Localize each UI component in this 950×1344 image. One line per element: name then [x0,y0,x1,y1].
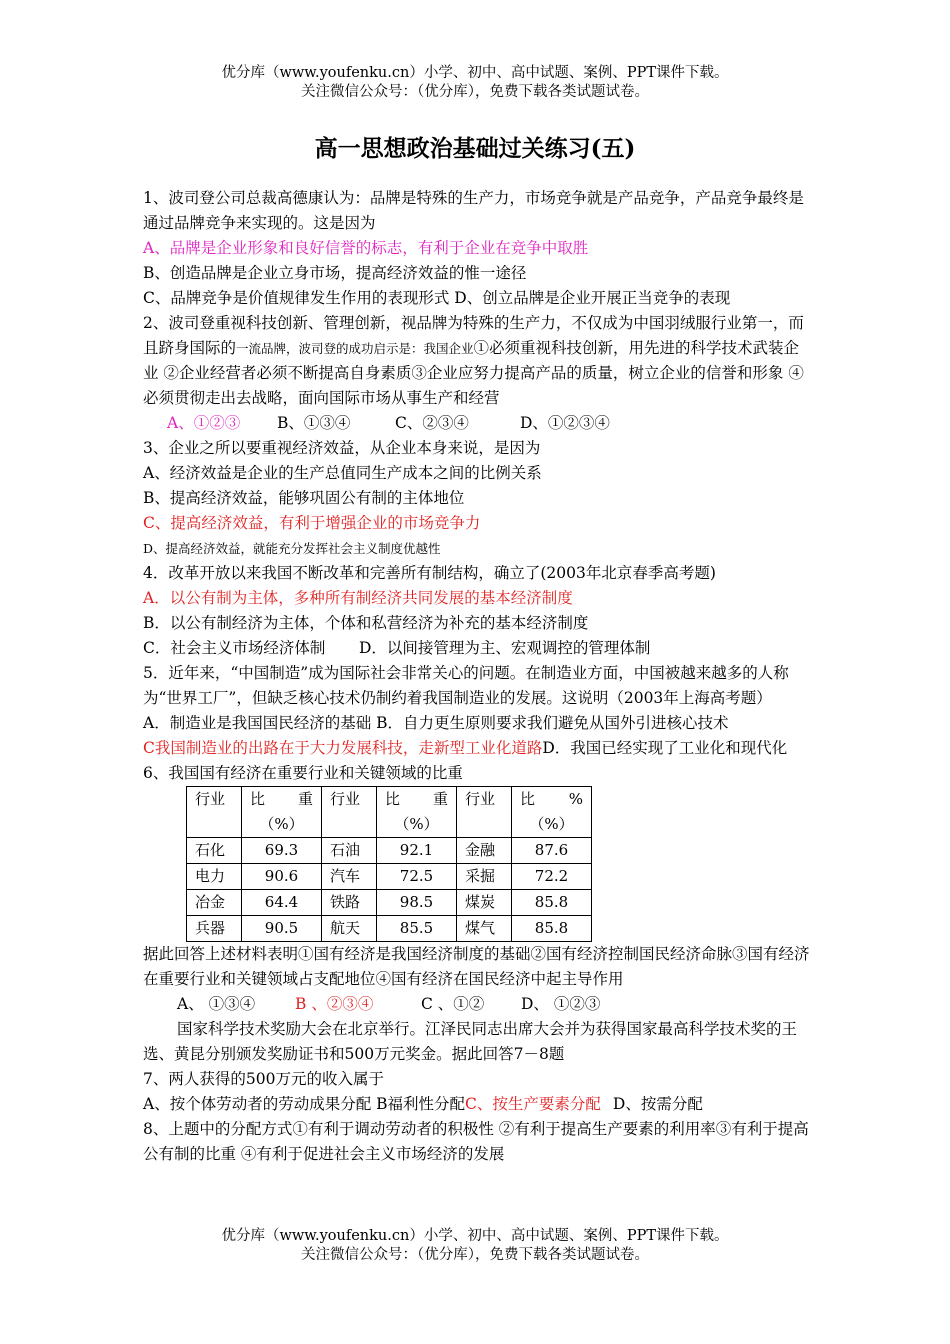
page-footer [0,1227,950,1265]
table-header-ratio: 比 重 （%） [242,787,322,838]
table-cell-industry: 石化 [187,838,242,864]
q4-options-cd [143,636,811,661]
table-cell-ratio: 64.4 [242,890,322,916]
q6-options [143,992,811,1017]
table-header-industry: 行业 [187,787,242,838]
table-cell-industry: 电力 [187,864,242,890]
q7-stem: 7、两人获得的500万元的收入属于 [143,1070,384,1088]
table-cell-ratio: 85.5 [377,916,457,942]
table-cell-ratio: 87.6 [512,838,592,864]
q7-options [143,1092,811,1117]
q4-option-a: A．以公有制为主体，多种所有制经济共同发展的基本经济制度 [143,589,573,607]
page-title: 高一思想政治基础过关练习(五) [314,135,636,162]
q6-question: 据此回答上述材料表明①国有经济是我国经济制度的基础②国有经济控制国民经济命脉③国有经济在重要行业和关键领域占支配地位④国有经济在国民经济中起主导作用 [143,945,810,988]
q7-option-ab: A、按个体劳动者的劳动成果分配 B福利性分配 [143,1095,466,1113]
q6-option-b: B 、②③④ [295,995,374,1013]
q7-8-intro: 国家科学技术奖励大会在北京举行。江泽民同志出席大会并为获得国家最高科学技术奖的王选、黄昆分别颁发奖励证书和500万元奖金。据此回答7－8题 [143,1020,798,1063]
table-header-industry: 行业 [457,787,512,838]
q8-stem: 8、上题中的分配方式①有利于调动劳动者的积极性 ②有利于提高生产要素的利用率③有利于提高公有制的比重 ④有利于促进社会主义市场经济的发展 [143,1120,809,1163]
q2-stem-small: 一流品牌，波司登的成功启示是：我国企业 [236,341,474,356]
q2-option-a: A、①②③ [167,414,241,432]
q7-option-c: C、按生产要素分配 [465,1095,601,1113]
q5-options-cd [143,736,811,761]
q4-option-d: D．以间接管理为主、宏观调控的管理体制 [359,639,651,657]
q6-option-c: C 、①② [421,995,485,1013]
footer-line-2: 关注微信公众号：（优分库），免费下载各类试题试卷。 [301,1247,649,1263]
q1-option-a: A、品牌是企业形象和良好信誉的标志，有利于企业在竞争中取胜 [143,239,589,257]
q4-stem: 4．改革开放以来我国不断改革和完善所有制结构，确立了(2003年北京春季高考题) [143,564,716,582]
table-cell-industry: 铁路 [322,890,377,916]
q5-option-d: D．我国已经实现了工业化和现代化 [542,739,788,757]
table-cell-ratio: 98.5 [377,890,457,916]
q2-options [143,411,811,436]
table-cell-ratio: 72.2 [512,864,592,890]
q2-option-d: D、①②③④ [520,414,610,432]
table-cell-industry: 航天 [322,916,377,942]
q3-option-c: C、提高经济效益，有利于增强企业的市场竞争力 [143,514,481,532]
industry-share-table [186,786,592,942]
q3-option-d: D、提高经济效益，就能充分发挥社会主义制度优越性 [143,541,441,556]
table-row [187,864,592,890]
table-cell-ratio: 92.1 [377,838,457,864]
exercise-body [143,186,811,1167]
table-header-row [187,787,592,838]
q4-option-c: C．社会主义市场经济体制 [143,639,326,657]
table-cell-ratio: 85.8 [512,890,592,916]
table-cell-ratio: 90.6 [242,864,322,890]
q2-option-c: C、②③④ [395,414,469,432]
q2-stem [143,311,811,411]
q4-option-b: B．以公有制经济为主体，个体和私营经济为补充的基本经济制度 [143,614,589,632]
table-cell-industry: 冶金 [187,890,242,916]
table-cell-ratio: 69.3 [242,838,322,864]
q5-option-ab: A．制造业是我国国民经济的基础 B．自力更生原则要求我们避免从国外引进核心技术 [143,714,729,732]
q3-option-a: A、经济效益是企业的生产总值同生产成本之间的比例关系 [143,464,542,482]
table-row [187,890,592,916]
q7-option-d: D、按需分配 [612,1095,703,1113]
q2-stem-part1: 2、波司登重视科技创新、管理创新，视品牌为特殊的生产力，不仅成为中国羽绒服行业第一，而且跻身国际的 [143,314,804,357]
table-cell-ratio: 90.5 [242,916,322,942]
table-cell-industry: 石油 [322,838,377,864]
q1-stem: 1、波司登公司总裁高德康认为：品牌是特殊的生产力，市场竞争就是产品竞争，产品竞争最终是通过品牌竞争来实现的。这是因为 [143,189,804,232]
table-row [187,838,592,864]
header-line-2: 关注微信公众号：（优分库），免费下载各类试题试卷。 [301,84,649,100]
footer-line-1: 优分库（www.youfenku.cn）小学、初中、高中试题、案例、PPT课件下载。 [221,1228,729,1244]
q5-option-c: C我国制造业的出路在于大力发展科技，走新型工业化道路 [143,739,543,757]
q1-option-cd: C、品牌竞争是价值规律发生作用的表现形式 D、创立品牌是企业开展正当竞争的表现 [143,289,731,307]
q2-option-b: B、①③④ [277,414,351,432]
table-row [187,916,592,942]
q3-option-b: B、提高经济效益，能够巩固公有制的主体地位 [143,489,465,507]
q6-option-a: A、 ①③④ [177,995,256,1013]
table-header-industry: 行业 [322,787,377,838]
table-header-ratio: 比 % （%） [512,787,592,838]
page-header [0,64,950,102]
table-header-ratio: 比 重 （%） [377,787,457,838]
table-cell-ratio: 85.8 [512,916,592,942]
q6-stem: 6、我国国有经济在重要行业和关键领域的比重 [143,764,463,782]
table-cell-industry: 兵器 [187,916,242,942]
table-cell-industry: 汽车 [322,864,377,890]
table-cell-industry: 金融 [457,838,512,864]
q2-stem-part2: ①必须重视科技创新，用先进的科学技术武装企业 ②企业经营者必须不断提高自身素质③企业应努力提高产品的质量，树立企业的信誉和形象 ④必须贯彻走出去战略，面向国际市场从事生产和经营 [143,339,804,407]
q3-stem: 3、企业之所以要重视经济效益，从企业本身来说，是因为 [143,439,541,457]
table-cell-ratio: 72.5 [377,864,457,890]
header-line-1: 优分库（www.youfenku.cn）小学、初中、高中试题、案例、PPT课件下载。 [221,65,729,81]
table-cell-industry: 煤气 [457,916,512,942]
q6-option-d: D、 ①②③ [521,995,601,1013]
table-cell-industry: 采掘 [457,864,512,890]
q5-stem: 5．近年来，“中国制造”成为国际社会非常关心的问题。在制造业方面，中国被越来越多的人称为“世界工厂”，但缺乏核心技术仍制约着我国制造业的发展。这说明（2003年上海高考题） [143,664,789,707]
q1-option-b: B、创造品牌是企业立身市场，提高经济效益的惟一途径 [143,264,527,282]
table-cell-industry: 煤炭 [457,890,512,916]
